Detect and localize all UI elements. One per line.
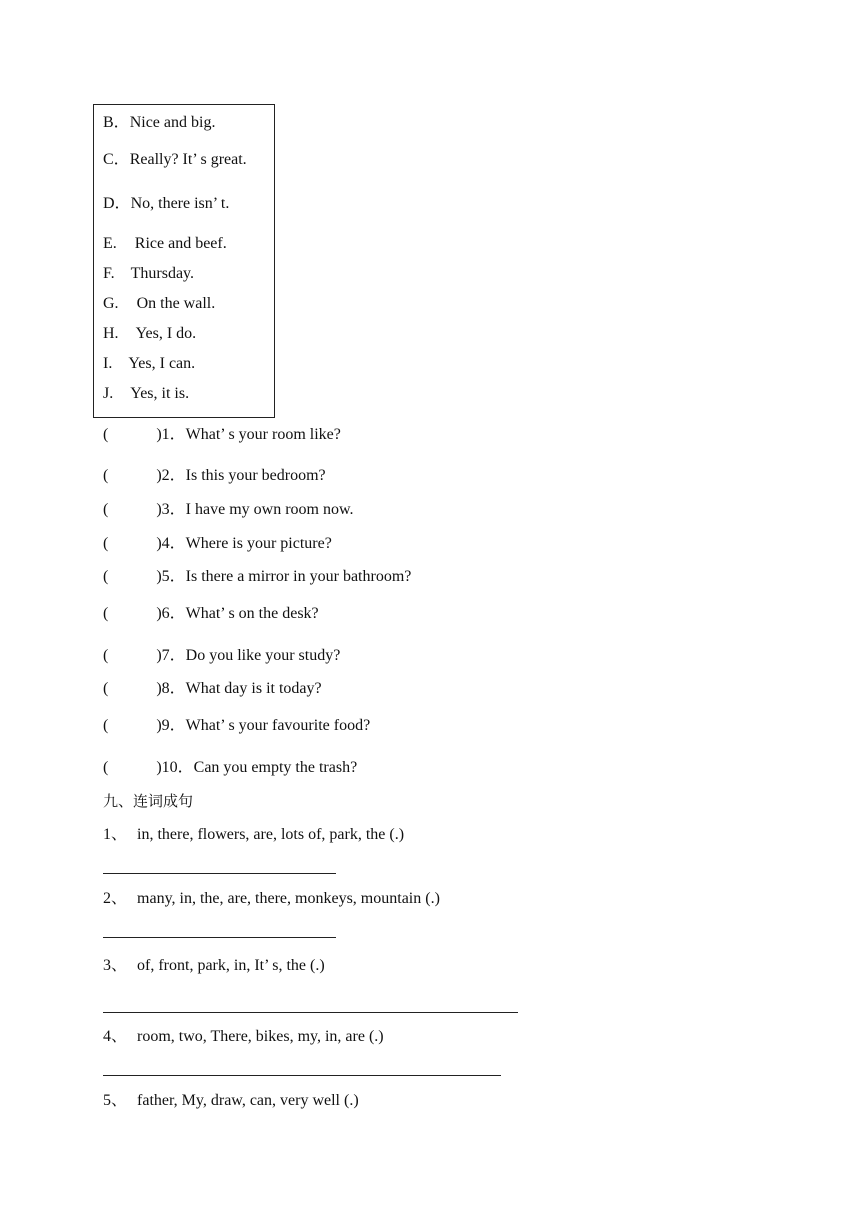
question-text: 5．Is there a mirror in your bathroom? <box>161 568 412 585</box>
question-row-9 <box>103 716 370 736</box>
option-text: Rice and beef. <box>134 235 227 252</box>
section-heading: 九、连词成句 <box>103 792 194 810</box>
answer-paren-close: ) <box>156 568 162 585</box>
option-text: Yes, it is. <box>130 385 190 402</box>
option-letter: C． <box>103 151 130 168</box>
option-i <box>103 354 195 374</box>
option-text: Yes, I can. <box>128 355 196 372</box>
question-text: 7．Do you like your study? <box>161 647 341 664</box>
answer-paren-open[interactable]: ( <box>103 426 109 443</box>
answer-line-2[interactable] <box>103 937 336 938</box>
question-row-7 <box>103 646 340 666</box>
option-c <box>103 150 247 170</box>
option-text: Yes, I do. <box>135 325 197 342</box>
option-letter: B． <box>103 114 130 131</box>
question-text: 6．What’ s on the desk? <box>161 605 319 622</box>
item-number: 3、 <box>103 957 128 974</box>
option-text: Nice and big. <box>129 114 216 131</box>
question-text: 8．What day is it today? <box>161 680 322 697</box>
option-letter: H. <box>103 325 119 342</box>
answer-paren-open[interactable]: ( <box>103 535 109 552</box>
question-row-10 <box>103 758 357 778</box>
question-text: 1．What’ s your room like? <box>161 426 341 443</box>
answer-paren-open[interactable]: ( <box>103 568 109 585</box>
sentence-item-3 <box>103 956 325 976</box>
option-letter: I. <box>103 355 113 372</box>
item-words: many, in, the, are, there, monkeys, mountain (.) <box>137 890 440 907</box>
sentence-item-5 <box>103 1091 359 1111</box>
question-row-6 <box>103 604 319 624</box>
option-text: Really? It’ s great. <box>129 151 247 168</box>
answer-line-1[interactable] <box>103 873 336 874</box>
option-f <box>103 264 194 284</box>
answer-paren-open[interactable]: ( <box>103 717 109 734</box>
option-j <box>103 384 189 404</box>
answer-paren-open[interactable]: ( <box>103 680 109 697</box>
option-e <box>103 234 227 254</box>
question-text: 3．I have my own room now. <box>161 501 354 518</box>
option-letter: G. <box>103 295 119 312</box>
option-d <box>103 194 229 214</box>
option-text: On the wall. <box>136 295 216 312</box>
question-row-8 <box>103 679 322 699</box>
question-row-3 <box>103 500 353 520</box>
option-b <box>103 113 215 133</box>
item-number: 4、 <box>103 1028 128 1045</box>
answer-paren-close: ) <box>156 717 162 734</box>
option-text: No, there isn’ t. <box>130 195 230 212</box>
question-text: 10．Can you empty the trash? <box>161 759 358 776</box>
answer-paren-open[interactable]: ( <box>103 467 109 484</box>
answer-paren-close: ) <box>156 501 162 518</box>
question-text: 4．Where is your picture? <box>161 535 332 552</box>
answer-paren-close: ) <box>156 647 162 664</box>
item-words: father, My, draw, can, very well (.) <box>137 1092 359 1109</box>
question-row-5 <box>103 567 411 587</box>
question-row-1 <box>103 425 341 445</box>
answer-paren-open[interactable]: ( <box>103 759 109 776</box>
option-g <box>103 294 215 314</box>
answer-line-4[interactable] <box>103 1075 501 1076</box>
sentence-item-4 <box>103 1027 384 1047</box>
answer-line-3[interactable] <box>103 1012 518 1013</box>
item-number: 2、 <box>103 890 128 907</box>
answer-paren-open[interactable]: ( <box>103 501 109 518</box>
question-row-4 <box>103 534 332 554</box>
answer-paren-open[interactable]: ( <box>103 647 109 664</box>
sentence-item-2 <box>103 889 440 909</box>
question-text: 2．Is this your bedroom? <box>161 467 326 484</box>
option-letter: E. <box>103 235 117 252</box>
answer-paren-close: ) <box>156 535 162 552</box>
answer-paren-close: ) <box>156 680 162 697</box>
option-text: Thursday. <box>130 265 195 282</box>
answer-paren-open[interactable]: ( <box>103 605 109 622</box>
option-h <box>103 324 196 344</box>
item-number: 1、 <box>103 826 128 843</box>
option-letter: F. <box>103 265 115 282</box>
answer-paren-close: ) <box>156 605 162 622</box>
answer-paren-close: ) <box>156 426 162 443</box>
question-row-2 <box>103 466 326 486</box>
question-text: 9．What’ s your favourite food? <box>161 717 371 734</box>
answer-paren-close: ) <box>156 759 162 776</box>
item-words: room, two, There, bikes, my, in, are (.) <box>137 1028 384 1045</box>
answer-paren-close: ) <box>156 467 162 484</box>
item-words: in, there, flowers, are, lots of, park, the (.) <box>137 826 405 843</box>
option-letter: J. <box>103 385 114 402</box>
item-number: 5、 <box>103 1092 128 1109</box>
sentence-item-1 <box>103 825 404 845</box>
item-words: of, front, park, in, It’ s, the (.) <box>137 957 325 974</box>
option-letter: D． <box>103 195 131 212</box>
